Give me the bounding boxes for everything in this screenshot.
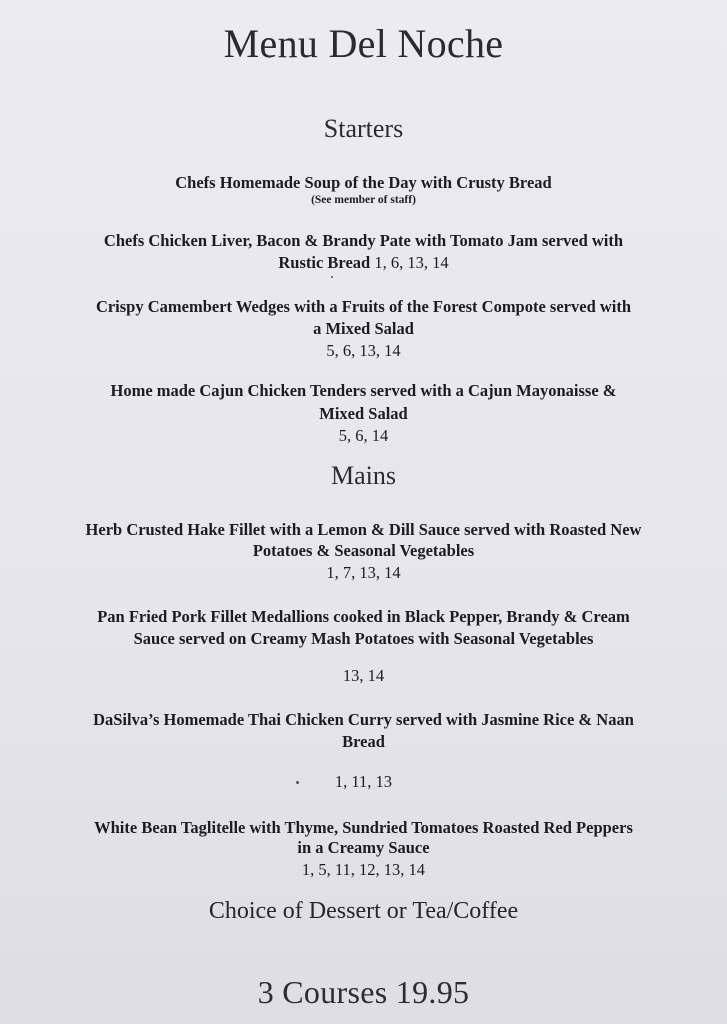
main-3-allergens: 1, 11, 13 (334, 772, 393, 791)
starter-3-name: Crispy Camembert Wedges with a Fruits of the Forest Compote served with (95, 297, 632, 316)
starter-3-allergens: 5, 6, 13, 14 (326, 341, 401, 360)
starter-2-name-line2 (0, 252, 727, 274)
main-1-allergens: 1, 7, 13, 14 (326, 563, 401, 582)
starter-2-name: Chefs Chicken Liver, Bacon & Brandy Pate with Tomato Jam served with (103, 231, 624, 250)
starter-4-name: Home made Cajun Chicken Tenders served with a Cajun Mayonaisse & (110, 381, 617, 400)
starter-3-name-line2: a Mixed Salad (313, 319, 414, 338)
main-3-name: DaSilva’s Homemade Thai Chicken Curry served with Jasmine Rice & Naan (93, 710, 634, 729)
mains-heading: Mains (331, 461, 396, 490)
starter-4-allergens: 5, 6, 14 (338, 426, 389, 445)
speck-mark (296, 781, 299, 784)
main-2-name-line2: Sauce served on Creamy Mash Potatoes with Seasonal Vegetables (133, 629, 594, 648)
starter-2-allergens: 1, 6, 13, 14 (374, 253, 449, 272)
starter-1-name: Chefs Homemade Soup of the Day with Crusty Bread (175, 173, 552, 192)
starter-4-name-line2: Mixed Salad (319, 404, 408, 423)
price-line: 3 Courses 19.95 (257, 974, 470, 1010)
starter-2-line2-text: Rustic Bread (278, 253, 371, 272)
main-3-name-line2: Bread (342, 732, 385, 751)
main-1-name: Herb Crusted Hake Fillet with a Lemon & Dill Sauce served with Roasted New (85, 520, 642, 539)
dessert-line: Choice of Dessert or Tea/Coffee (208, 898, 519, 924)
menu-title: Menu Del Noche (223, 21, 504, 66)
starter-1-note: (See member of staff) (311, 194, 416, 206)
main-4-name-line2: in a Creamy Sauce (297, 838, 430, 857)
main-2-allergens: 13, 14 (342, 666, 385, 685)
starters-heading: Starters (323, 114, 404, 143)
speck-mark (331, 276, 333, 278)
main-1-name-line2: Potatoes & Seasonal Vegetables (252, 541, 475, 560)
main-4-allergens: 1, 5, 11, 12, 13, 14 (301, 860, 426, 879)
main-2-name: Pan Fried Pork Fillet Medallions cooked in Black Pepper, Brandy & Cream (97, 607, 630, 626)
main-4-name: White Bean Taglitelle with Thyme, Sundried Tomatoes Roasted Red Peppers (94, 818, 633, 837)
